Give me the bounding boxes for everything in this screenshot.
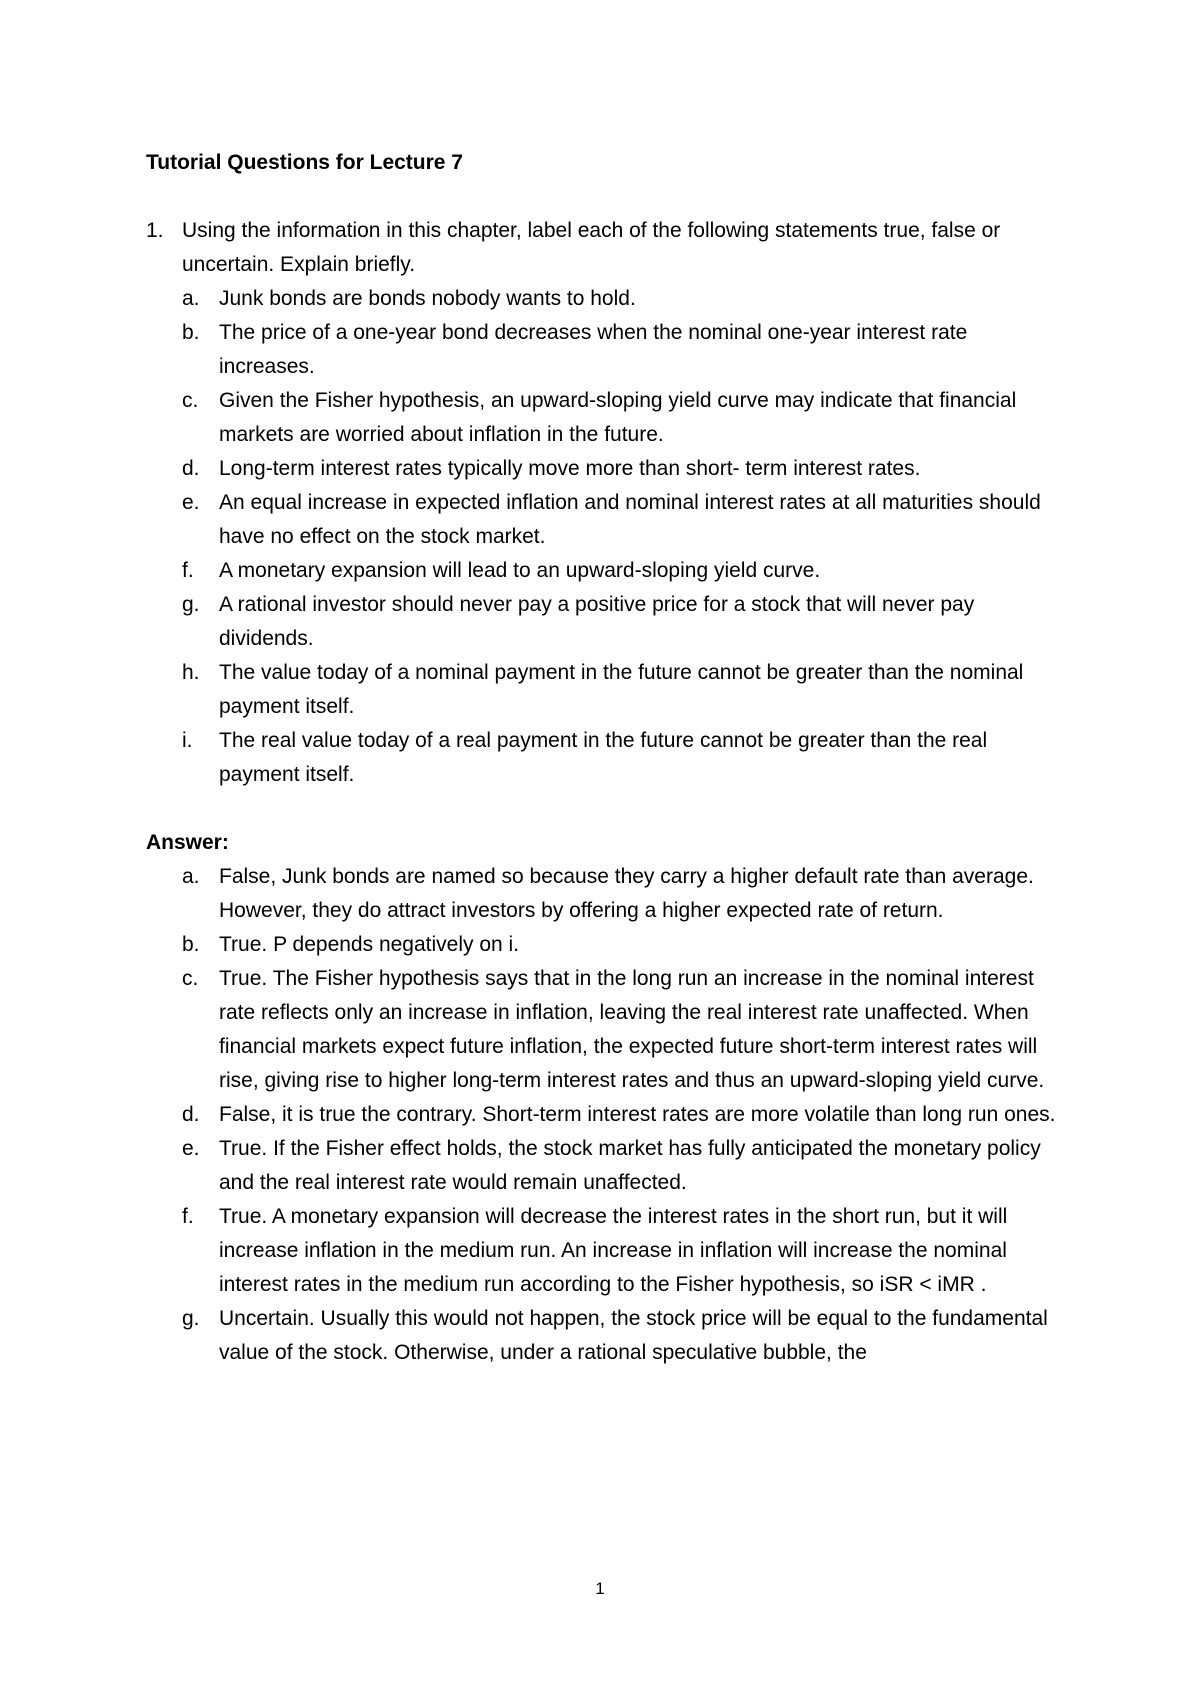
answer-list [146,860,1066,1370]
statement-text: A monetary expansion will lead to an upward-sloping yield curve. [219,559,821,582]
answer-text: True. A monetary expansion will decrease the interest rates in the short run, but it will increase inflation in the medium run. An increase in inflation will increase the nominal interest rates in the medium run according to the Fisher hypothesis, so iSR < iMR . [219,1205,1008,1296]
answer-text: False, it is true the contrary. Short-term interest rates are more volatile than long run ones. [219,1103,1056,1126]
answer-heading: Answer: [146,831,229,854]
answer-text: True. If the Fisher effect holds, the stock market has fully anticipated the monetary policy and the real interest rate would remain unaffected. [219,1137,1041,1194]
spacer [146,180,1066,214]
statement-item [146,452,1066,486]
answer-text: Uncertain. Usually this would not happen, the stock price will be equal to the fundamental value of the stock. Otherwise, under a rational speculative bubble, the [219,1307,1048,1364]
statement-label: i. [182,729,193,752]
answer-item [146,962,1066,1098]
answer-item [146,1200,1066,1302]
answer-label: c. [182,967,199,990]
statement-label: c. [182,389,199,412]
statement-label: a. [182,287,200,310]
statement-text: Junk bonds are bonds nobody wants to hold. [219,287,636,310]
statement-text: An equal increase in expected inflation and nominal interest rates at all maturities should have no effect on the stock market. [219,491,1041,548]
answer-text: True. P depends negatively on i. [219,933,520,956]
answer-item [146,1132,1066,1200]
statement-text: The real value today of a real payment in the future cannot be greater than the real payment itself. [219,729,988,786]
page-content [146,146,1066,1370]
page-number: 1 [595,1579,605,1598]
question-1 [146,214,1066,282]
answer-label: e. [182,1137,200,1160]
statement-item [146,588,1066,656]
question-number: 1. [146,219,164,242]
statement-text: Given the Fisher hypothesis, an upward-sloping yield curve may indicate that financial markets are worried about inflation in the future. [219,389,1017,446]
statement-text: A rational investor should never pay a positive price for a stock that will never pay dividends. [219,593,975,650]
answer-item [146,860,1066,928]
statement-item [146,486,1066,554]
statement-label: d. [182,457,200,480]
answer-item [146,1302,1066,1370]
statement-label: h. [182,661,200,684]
answer-text: False, Junk bonds are named so because they carry a higher default rate than average. However, they do attract investors by offering a higher expected rate of return. [219,865,1034,922]
answer-item [146,1098,1066,1132]
statement-item [146,656,1066,724]
statement-label: g. [182,593,200,616]
answer-item [146,928,1066,962]
statement-label: b. [182,321,200,344]
statement-item [146,554,1066,588]
answer-text: True. The Fisher hypothesis says that in the long run an increase in the nominal interest rate reflects only an increase in inflation, leaving the real interest rate unaffected. When financial markets expect future inflation, the expected future short-term interest rates will rise, giving rise to higher long-term interest rates and thus an upward-sloping yield curve. [219,967,1045,1092]
page-title: Tutorial Questions for Lecture 7 [146,151,463,174]
statement-item [146,384,1066,452]
answer-label: a. [182,865,200,888]
statement-label: f. [182,559,194,582]
answer-label: d. [182,1103,200,1126]
spacer [146,792,1066,826]
answer-label: g. [182,1307,200,1330]
statement-label: e. [182,491,200,514]
statement-text: Long-term interest rates typically move more than short- term interest rates. [219,457,921,480]
question-text: Using the information in this chapter, label each of the following statements true, false or uncertain. Explain briefly. [182,219,1001,276]
statement-item [146,282,1066,316]
statement-item [146,316,1066,384]
question-statement-list [146,282,1066,792]
answer-label: f. [182,1205,194,1228]
answer-label: b. [182,933,200,956]
statement-text: The value today of a nominal payment in the future cannot be greater than the nominal payment itself. [219,661,1024,718]
statement-item [146,724,1066,792]
statement-text: The price of a one-year bond decreases when the nominal one-year interest rate increases. [219,321,968,378]
